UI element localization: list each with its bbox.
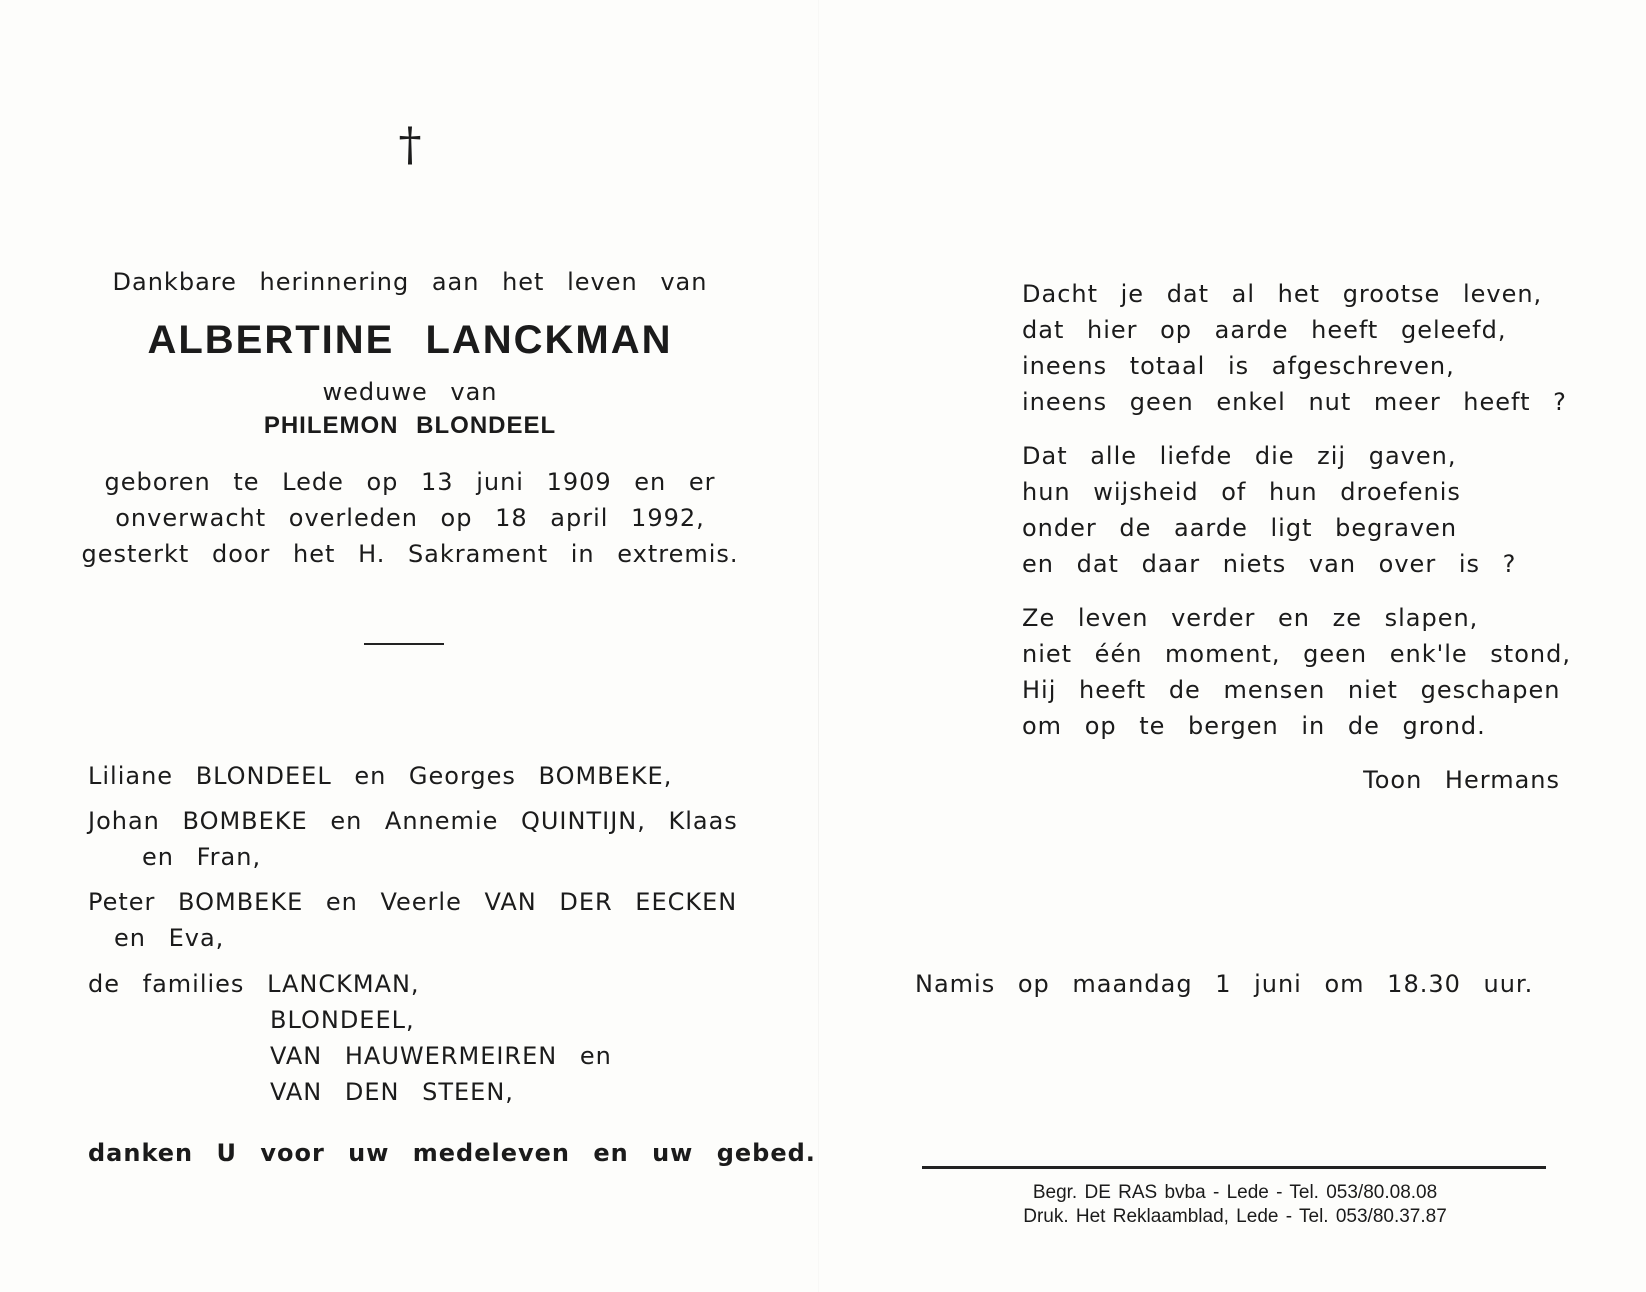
left-panel (80, 0, 816, 1292)
poem-line: ineens geen enkel nut meer heeft ? (1022, 388, 1567, 416)
poem-line: om op te bergen in de grond. (1022, 712, 1486, 740)
footer-divider (922, 1166, 1546, 1169)
deceased-name: ALBERTINE LANCKMAN (147, 318, 673, 362)
right-panel (910, 0, 1570, 1292)
thanks-text: danken U voor uw medeleven en uw gebed. (88, 1139, 816, 1167)
poem-line: en dat daar niets van over is ? (1022, 550, 1517, 578)
poem-line: Dacht je dat al het grootse leven, (1022, 280, 1543, 308)
poem-line: hun wijsheid of hun droefenis (1022, 478, 1461, 506)
poem-line: onder de aarde ligt begraven (1022, 514, 1458, 542)
family-line: VAN DEN STEEN, (270, 1078, 514, 1106)
poem-line: ineens totaal is afgeschreven, (1022, 352, 1455, 380)
printer-line: Druk. Het Reklaamblad, Lede - Tel. 053/80.37.87 (1023, 1206, 1447, 1227)
relation-text: weduwe van (322, 378, 498, 406)
family-line: BLONDEEL, (270, 1006, 415, 1034)
bio-line: onverwacht overleden op 18 april 1992, (115, 504, 705, 532)
service-note: Namis op maandag 1 juni om 18.30 uur. (915, 970, 1534, 998)
poem-author: Toon Hermans (1363, 766, 1560, 794)
family-line: Liliane BLONDEEL en Georges BOMBEKE, (88, 762, 673, 790)
card-fold (818, 0, 819, 1292)
divider (364, 643, 444, 645)
spouse-name: PHILEMON BLONDEEL (263, 412, 557, 439)
family-line: Peter BOMBEKE en Veerle VAN DER EECKEN (88, 888, 738, 916)
poem-line: dat hier op aarde heeft geleefd, (1022, 316, 1507, 344)
family-line: Johan BOMBEKE en Annemie QUINTIJN, Klaas (88, 807, 738, 835)
bio-line: geboren te Lede op 13 juni 1909 en er (104, 468, 716, 496)
printer-line: Begr. DE RAS bvba - Lede - Tel. 053/80.08.08 (1032, 1182, 1438, 1203)
family-line: de families LANCKMAN, (88, 970, 420, 998)
poem-line: Dat alle liefde die zij gaven, (1022, 442, 1457, 470)
intro-text: Dankbare herinnering aan het leven van (112, 268, 708, 296)
cross-icon: † (398, 117, 422, 171)
poem-line: Ze leven verder en ze slapen, (1022, 604, 1479, 632)
poem-line: niet één moment, geen enk'le stond, (1022, 640, 1571, 668)
family-line: en Eva, (114, 924, 225, 952)
poem-line: Hij heeft de mensen niet geschapen (1022, 676, 1561, 704)
family-line: en Fran, (142, 843, 262, 871)
family-line: VAN HAUWERMEIREN en (270, 1042, 612, 1070)
bio-line: gesterkt door het H. Sakrament in extremis. (81, 540, 739, 568)
